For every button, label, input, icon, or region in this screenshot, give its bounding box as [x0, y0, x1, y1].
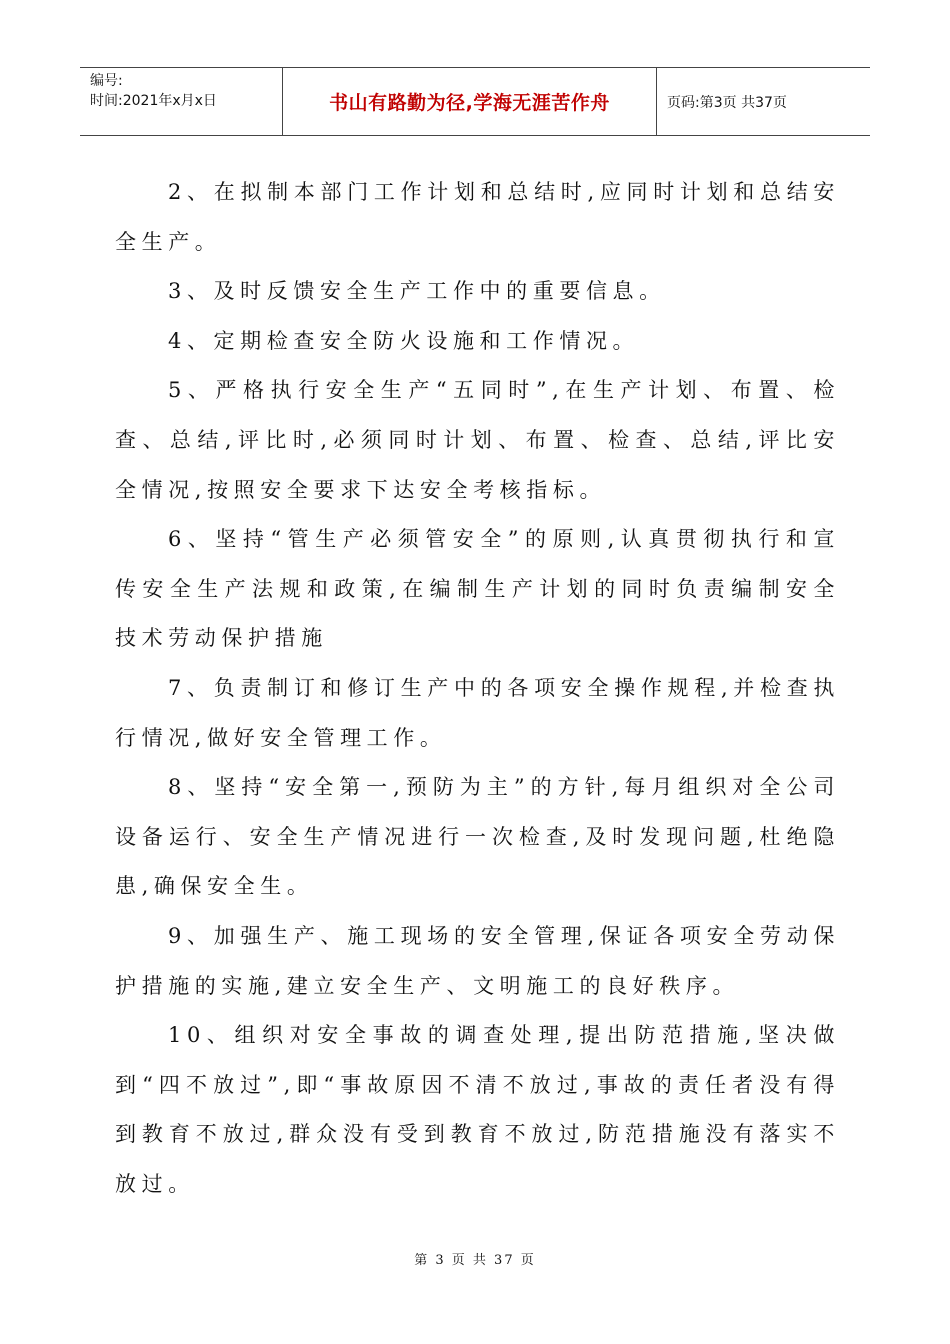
- paragraph: 8、坚持“安全第一,预防为主”的方针,每月组织对全公司设备运行、安全生产情况进行一次检查,及时发现问题,杜绝隐患,确保安全生。: [115, 775, 840, 899]
- header-meta: [80, 68, 283, 135]
- paragraph: 10、组织对安全事故的调查处理,提出防范措施,坚决做到“四不放过”,即“事故原因不清不放过,事故的责任者没有得到教育不放过,群众没有受到教育不放过,防范措施没有落实不放过。: [115, 1023, 840, 1196]
- document-body: [115, 168, 840, 1209]
- document-time-label: 时间:2021年x月x日: [90, 93, 217, 109]
- paragraph: 9、加强生产、施工现场的安全管理,保证各项安全劳动保护措施的实施,建立安全生产、文明施工的良好秩序。: [115, 923, 840, 998]
- paragraph: 2、在拟制本部门工作计划和总结时,应同时计划和总结安全生产。: [115, 180, 840, 254]
- paragraph: 3、及时反馈安全生产工作中的重要信息。: [168, 279, 666, 304]
- document-number-label: 编号:: [90, 73, 123, 89]
- paragraph: 4、定期检查安全防火设施和工作情况。: [168, 328, 640, 353]
- page-footer: 第 3 页 共 37 页: [414, 1253, 536, 1268]
- page-header: [80, 67, 870, 136]
- paragraph: 7、负责制订和修订生产中的各项安全操作规程,并检查执行情况,做好安全管理工作。: [115, 675, 840, 750]
- header-page-info: 页码:第3页 共37页: [667, 94, 787, 111]
- paragraph: 6、坚持“管生产必须管安全”的原则,认真贯彻执行和宣传安全生产法规和政策,在编制生产计划的同时负责编制安全技术劳动保护措施: [115, 527, 840, 651]
- header-motto: 书山有路勤为径,学海无涯苦作舟: [283, 68, 657, 135]
- paragraph: 5、严格执行安全生产“五同时”,在生产计划、布置、检查、总结,评比时,必须同时计划、布置、检查、总结,评比安全情况,按照安全要求下达安全考核指标。: [115, 378, 840, 502]
